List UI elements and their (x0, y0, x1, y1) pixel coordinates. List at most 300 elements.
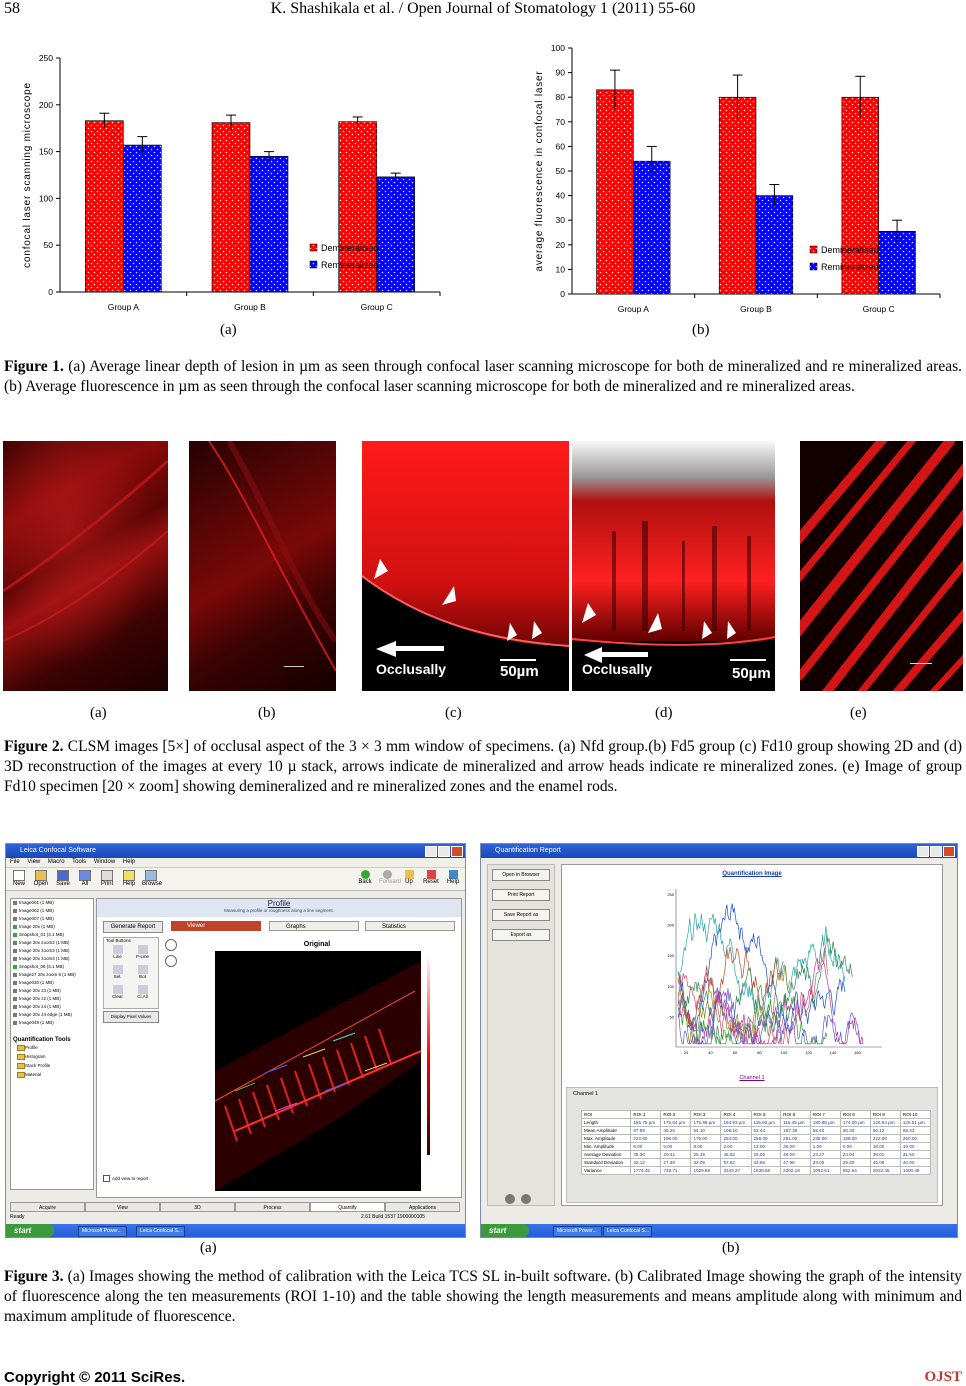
zoom-out-icon[interactable] (165, 955, 177, 967)
toolbar-reset-button[interactable]: Reset (423, 870, 439, 885)
tool-buttons-label: Tool Buttons (106, 938, 131, 943)
y-tick-label: 250 (38, 53, 53, 63)
taskbar-item-power-a[interactable]: Microsoft Power... (78, 1226, 127, 1237)
graph-x-tick-label: 20 (683, 1050, 689, 1055)
leica-menu-bar (6, 858, 465, 868)
figure2-caption-text: CLSM images [5×] of occlusal aspect of the 3 × 3 mm window of specimens. (a) Nfd group.(b) Fd5 group (c) Fd10 group showing 2D and (d) 3D reconstruction of the images at every 10 µ stack, arrows indicate de mineralized and arrow heads indicate re mineralized zones. (e) Image of group Fd10 specimen [20 × zoom] showing demineralized and re mineralized zones and the enamel rods. (4, 738, 963, 795)
file-tree-item[interactable] (11, 1003, 93, 1011)
toolbar-new-button[interactable]: New (10, 870, 28, 887)
y-tick-label: 100 (38, 193, 53, 204)
chart-b-svg (500, 40, 966, 325)
table-cell: 1.00 (810, 1143, 840, 1151)
table-cell: 23.27 (810, 1151, 840, 1159)
table-cell: 194.93 µm (721, 1119, 751, 1127)
table-cell: Average Deviation (582, 1151, 631, 1159)
table-cell: 167.38 (781, 1127, 811, 1135)
report-window-title: Quantification Report (495, 847, 561, 854)
minimize-icon[interactable] (425, 846, 437, 857)
image-file-icon (13, 901, 17, 905)
table-row (582, 1159, 931, 1167)
table-cell: 45.26 (661, 1127, 691, 1135)
graph-x-tick-label: 100 (780, 1050, 788, 1055)
y-tick-label: 0 (560, 289, 565, 299)
image-file-icon (13, 989, 17, 993)
bottom-tab-3d[interactable]: 3D (160, 1202, 235, 1212)
table-row (582, 1127, 931, 1135)
table-cell: 155.75 µm (631, 1119, 661, 1127)
report-side-panel (487, 864, 555, 1206)
tool-clear-button[interactable]: Clear (106, 985, 129, 1003)
profile-title: Profile (267, 899, 291, 908)
legend-label: Demineralised (821, 245, 879, 255)
file-tree-item[interactable] (11, 987, 93, 995)
table-cell: 126.84 µm (870, 1119, 900, 1127)
table-cell: 46.00 (781, 1151, 811, 1159)
leica-window-title: Leica Confocal Software (20, 847, 96, 854)
toolbar-print-button[interactable]: Print (98, 870, 116, 887)
intensity-scale-bar (427, 955, 430, 1155)
figure1-label-b: (b) (692, 322, 710, 338)
figure1-caption-label: Figure 1. (4, 358, 64, 375)
image-file-icon (13, 909, 17, 913)
x-tick-label: Group C (862, 304, 895, 314)
profile-main-area (96, 898, 462, 1198)
table-header-row (582, 1111, 931, 1119)
leica-title-bar (6, 844, 465, 858)
display-pixel-values-button[interactable]: Display Pixel Values (103, 1011, 159, 1023)
bar-remineralized (377, 177, 415, 292)
figure1-chart-b (500, 40, 966, 325)
table-cell: 42.12 (631, 1159, 661, 1167)
maximize-icon[interactable] (438, 846, 450, 857)
file-tree-panel (10, 898, 94, 1190)
table-cell: 69.33 (900, 1127, 930, 1135)
table-cell: 222.00 (870, 1135, 900, 1143)
folder-icon (17, 1054, 25, 1060)
image-file-icon (13, 997, 17, 1001)
minimize-icon-b[interactable] (917, 846, 929, 857)
y-tick-label: 50 (43, 240, 53, 251)
file-tree-label: Image007 (1 MB) (19, 916, 54, 921)
table-cell: 128.51 µm (900, 1119, 930, 1127)
table-title: Channel 1 (573, 1091, 599, 1097)
file-tree-item[interactable] (11, 995, 93, 1003)
table-cell: 3343.27 (721, 1167, 751, 1175)
folder-icon (17, 1045, 25, 1051)
table-row (582, 1167, 931, 1175)
figure2-image-a (3, 441, 168, 691)
image-title: Original (303, 941, 331, 948)
table-cell: 2.00 (721, 1143, 751, 1151)
graph-x-tick-label: 80 (757, 1050, 762, 1055)
table-cell: 1774.45 (631, 1167, 661, 1175)
table-cell: Mean Amplitude (582, 1127, 631, 1135)
table-header-cell: ROI (582, 1111, 631, 1119)
bar-demineralised (597, 90, 634, 294)
start-button-b[interactable]: start (481, 1224, 529, 1237)
figure1-chart-a (0, 40, 480, 325)
taskbar-b (481, 1224, 957, 1237)
file-tree-item[interactable] (11, 939, 93, 947)
maximize-icon-b[interactable] (930, 846, 942, 857)
table-cell: 30.33 (840, 1127, 870, 1135)
graph-title: Quantification Image (722, 871, 782, 877)
figure2-image-c (362, 441, 569, 691)
bar-remineralized (633, 161, 670, 294)
file-tree-label: Image 20x (1 MB) (19, 924, 55, 929)
table-cell: 251.00 (781, 1135, 811, 1143)
table-cell: 175.64 µm (661, 1119, 691, 1127)
image-file-icon (13, 1013, 17, 1017)
figure2-image-b (189, 441, 336, 691)
image-file-icon (13, 925, 17, 929)
save-report-button[interactable]: Save Report as (492, 909, 550, 921)
figure1-caption (4, 357, 962, 397)
table-header-cell: ROI 8 (840, 1111, 870, 1119)
figure2-caption (4, 737, 962, 797)
menu-macro[interactable]: Macro (47, 859, 65, 865)
figure2-label-d: (d) (655, 705, 673, 721)
x-tick-label: Group C (360, 302, 393, 312)
file-tree-label: Image002 (1 MB) (19, 908, 54, 913)
toolbar-open-button[interactable]: Open (32, 870, 50, 887)
legend-swatch (810, 246, 817, 253)
tool-buttons-box (103, 937, 159, 1009)
table-header-cell: ROI 9 (870, 1111, 900, 1119)
menu-tools[interactable]: Tools (72, 859, 87, 865)
figure2-image-d (572, 441, 775, 691)
tool-clear-all-button[interactable]: Cl.All (131, 985, 154, 1003)
close-icon-b[interactable] (943, 846, 955, 857)
table-cell: 47.98 (781, 1159, 811, 1167)
tool-buttons-grid (104, 943, 158, 1005)
table-cell: 29.20 (840, 1159, 870, 1167)
toolbar-left-group (10, 870, 163, 887)
y-tick-label: 40 (555, 190, 565, 201)
table-cell: 852.54 (840, 1167, 870, 1175)
file-tree-item[interactable] (11, 923, 93, 931)
nav-next-icon[interactable] (521, 1194, 531, 1204)
y-tick-label: 50 (555, 166, 565, 176)
table-header-cell: ROI 7 (810, 1111, 840, 1119)
nav-prev-icon[interactable] (505, 1194, 515, 1204)
bottom-tab-applications[interactable]: Applications (385, 1202, 460, 1212)
table-cell: 106.10 (721, 1127, 751, 1135)
bar-remineralized (756, 196, 793, 294)
table-cell: 254.00 (721, 1135, 751, 1143)
legend-swatch (310, 244, 317, 251)
y-tick-label: 0 (48, 287, 53, 297)
file-tree-item[interactable] (11, 931, 93, 939)
table-cell: 54.10 (691, 1127, 721, 1135)
y-axis-label: average fluorescence in confocal laser (534, 70, 545, 272)
figure3-label-a: (a) (200, 1240, 217, 1256)
graph-x-tick-label: 40 (708, 1050, 713, 1055)
file-tree-item[interactable] (11, 947, 93, 955)
table-cell: 40.00 (900, 1159, 930, 1167)
table-cell: 175.98 µm (691, 1119, 721, 1127)
table-cell: 19.00 (900, 1143, 930, 1151)
legend-label: Remineralized (321, 260, 379, 270)
toolbar-all-button[interactable]: All (76, 870, 94, 887)
taskbar-item-leica-b[interactable]: Leica Confocal S... (603, 1226, 652, 1237)
checkbox-icon[interactable] (103, 1175, 110, 1182)
file-tree-item[interactable] (11, 955, 93, 963)
table-cell: Length (582, 1119, 631, 1127)
table-cell: 32.09 (691, 1159, 721, 1167)
toolbar-browse-button[interactable]: Browse (142, 870, 160, 887)
table-cell: 5.00 (661, 1143, 691, 1151)
table-cell: 53.44 (751, 1127, 781, 1135)
table-cell: Max. Amplitude (582, 1135, 631, 1143)
file-tree-label: Image 20x zoom4 (1 MB) (19, 956, 70, 961)
quantification-tool-item[interactable] (11, 1052, 93, 1061)
legend-label: Remineralized (821, 262, 879, 272)
y-tick-label: 200 (38, 99, 53, 110)
table-cell: 45.08 (870, 1159, 900, 1167)
graph-caption: Channel 1 (739, 1075, 765, 1081)
tool-bot-button[interactable]: Bot (131, 965, 154, 983)
export-as-button[interactable]: Export as (492, 929, 550, 941)
file-tree-item[interactable] (11, 979, 93, 987)
figure2-c-direction-label: Occlusally (376, 661, 447, 677)
table-header-cell: ROI 2 (661, 1111, 691, 1119)
tool-label: Stack Profile (25, 1063, 51, 1068)
graph-y-tick-label: 200 (667, 922, 674, 928)
file-tree-label: Image049 (1 MB) (19, 1020, 54, 1025)
x-tick-label: Group A (617, 304, 649, 314)
table-header-cell: ROI 10 (900, 1111, 930, 1119)
table-cell: 13.00 (751, 1143, 781, 1151)
table-cell: 1092.61 (810, 1167, 840, 1175)
taskbar-item-leica-a[interactable]: Leica Confocal S... (136, 1226, 185, 1237)
figure2-d-scale-label: 50µm (732, 665, 771, 682)
running-title: K. Shashikala et al. / Open Journal of Stomatology 1 (2011) 55-60 (270, 0, 696, 17)
graph-x-tick-label: 60 (732, 1050, 738, 1055)
close-icon[interactable] (451, 846, 463, 857)
table-cell: Variance (582, 1167, 631, 1175)
file-tree-label: Image 20x zoom3 (1 MB) (19, 948, 70, 953)
figure3-screenshot-a (5, 843, 466, 1238)
graph-y-tick-label: 250 (667, 892, 674, 897)
image-file-icon (13, 941, 17, 945)
figure2-label-e: (e) (850, 705, 867, 721)
zoom-in-icon[interactable] (165, 939, 177, 951)
bottom-tab-strip (10, 1202, 460, 1212)
bottom-tab-view[interactable]: View (85, 1202, 160, 1212)
file-tree-label: Image030 (1 MB) (19, 980, 54, 985)
x-tick-label: Group B (234, 302, 266, 312)
table-cell: 174.00 µm (840, 1119, 870, 1127)
image-file-icon (13, 917, 17, 921)
file-tree-item[interactable] (11, 963, 93, 971)
y-tick-label: 90 (555, 67, 565, 78)
figure2-c-scale-label: 50µm (500, 663, 539, 680)
image-file-icon (13, 973, 17, 977)
toolbar-help-right-button[interactable]: Help (445, 870, 461, 885)
menu-view[interactable]: View (27, 859, 41, 865)
table-cell: 0.00 (840, 1143, 870, 1151)
toolbar-up-button[interactable]: Up (401, 870, 417, 885)
tool-list (11, 1043, 93, 1079)
y-tick-label: 150 (38, 146, 53, 157)
file-tree-item[interactable] (11, 1019, 93, 1027)
table-cell: 115.93 µm (751, 1119, 781, 1127)
table-cell: 1029.88 (691, 1167, 721, 1175)
roi-table (581, 1110, 931, 1175)
table-cell: 33.05 (810, 1159, 840, 1167)
menu-help[interactable]: Help (122, 859, 136, 865)
toolbar-forward-button[interactable]: Forward (379, 870, 395, 885)
table-cell: Min. Amplitude (582, 1143, 631, 1151)
x-tick-label: Group A (107, 302, 139, 312)
file-tree-label: Image 20x z2 (1 MB) (19, 996, 61, 1001)
table-cell: 175.00 (691, 1135, 721, 1143)
table-cell: 87.88 (631, 1127, 661, 1135)
graph-y-tick-label: 150 (667, 953, 674, 959)
figure2-label-a: (a) (90, 705, 107, 721)
tool-line-button[interactable]: Line (106, 945, 129, 963)
toolbar-right-group (357, 870, 461, 885)
image-file-icon (13, 1021, 17, 1025)
bottom-tab-process[interactable]: Process (235, 1202, 310, 1212)
toolbar-help-button[interactable]: Help (120, 870, 138, 887)
file-tree-label: Snapshot_01 (3.1 MB) (19, 932, 65, 937)
generate-report-button[interactable]: Generate Report (103, 921, 163, 933)
bar-remineralized (123, 145, 161, 292)
tool-label: Histogram (25, 1054, 46, 1059)
table-cell: 31.50 (900, 1151, 930, 1159)
tool-pline-button[interactable]: P-Line (131, 945, 154, 963)
file-list (11, 899, 93, 1027)
table-cell: 58.40 (810, 1127, 840, 1135)
file-tree-label: Image27 20x zoom 8 (1 MB) (19, 972, 76, 977)
figure3-caption-text: (a) Images showing the method of calibration with the Leica TCS SL in-built software. (b) Calibrated Image showing the graph of the intensity of fluorescence along the ten measurements (ROI 1-10) and the table showing the length measurements and means amplitude along with minimum and maximum amplitude of fluorescence. (4, 1268, 963, 1325)
table-cell: 10.00 (870, 1143, 900, 1151)
y-axis-label: confocal laser scanning microscope (22, 82, 33, 268)
image-file-icon (13, 965, 17, 969)
table-header-cell: ROI 4 (721, 1111, 751, 1119)
figure2-label-c: (c) (445, 705, 462, 721)
y-tick-label: 70 (555, 116, 565, 127)
menu-file[interactable]: File (10, 859, 20, 865)
table-cell: 36.00 (781, 1143, 811, 1151)
file-tree-label: Snapshot_08 (3.1 MB) (19, 964, 65, 969)
y-tick-label: 100 (550, 43, 565, 53)
figure2-caption-label: Figure 2. (4, 738, 64, 755)
quantification-tool-item[interactable] (11, 1043, 93, 1052)
table-cell: 42.86 (751, 1159, 781, 1167)
toolbar-save-button[interactable]: Save (54, 870, 72, 887)
table-cell: 6.00 (631, 1143, 661, 1151)
table-row (582, 1135, 931, 1143)
quantification-graph (662, 881, 892, 1061)
toolbar-back-button[interactable]: Back (357, 870, 373, 885)
tab-graphs[interactable]: Graphs (269, 921, 359, 931)
figure2-label-b: (b) (258, 705, 276, 721)
bottom-tab-acquire[interactable]: Acquire (10, 1202, 85, 1212)
file-tree-item[interactable] (11, 899, 93, 907)
table-cell: 115.45 µm (781, 1119, 811, 1127)
legend-label: Demineralised (321, 243, 379, 253)
open-in-browser-button[interactable]: Open in Browser (492, 869, 550, 881)
table-cell: 235.00 (810, 1135, 840, 1143)
table-cell: 27.38 (661, 1159, 691, 1167)
file-tree-label: Image 20x z3 (1 MB) (19, 988, 61, 993)
tab-statistics[interactable]: Statistics (365, 921, 455, 931)
table-cell: 180.88 µm (810, 1119, 840, 1127)
quantification-tool-item[interactable] (11, 1061, 93, 1070)
table-cell: 38.01 (870, 1151, 900, 1159)
profile-header (97, 899, 461, 917)
tool-label: Profile (25, 1045, 38, 1050)
table-cell: 1836.58 (751, 1167, 781, 1175)
bar-remineralized (250, 156, 288, 292)
chart-a-svg (0, 40, 480, 325)
y-tick-label: 10 (555, 264, 565, 275)
table-cell: 1600.48 (900, 1167, 930, 1175)
bar-demineralised (719, 97, 756, 294)
footer-copyright: Copyright © 2011 SciRes. (4, 1369, 186, 1386)
file-tree-label: Image 20x z4 (1 MB) (19, 1004, 61, 1009)
legend-swatch (810, 263, 817, 270)
legend-swatch (310, 261, 317, 268)
file-tree-label: Image 20x zoom2 (1 MB) (19, 940, 70, 945)
file-tree-item[interactable] (11, 907, 93, 915)
image-file-icon (13, 957, 17, 961)
menu-window[interactable]: Window (93, 859, 116, 865)
start-button-a[interactable]: start (6, 1224, 54, 1237)
y-tick-label: 60 (555, 141, 565, 152)
file-tree-item[interactable] (11, 971, 93, 979)
add-view-checkbox[interactable]: Add view to report (103, 1175, 148, 1182)
table-cell: 25.06 (751, 1151, 781, 1159)
tools-header: Quantification Tools (13, 1037, 71, 1043)
table-cell: 2302.18 (781, 1167, 811, 1175)
tool-sel-button[interactable]: Sel. (106, 965, 129, 983)
report-title-bar (481, 844, 957, 858)
table-cell: 24.94 (840, 1151, 870, 1159)
tab-viewer[interactable]: Viewer (171, 921, 261, 931)
bar-demineralised (85, 121, 123, 292)
table-cell: 749.71 (661, 1167, 691, 1175)
figure3-screenshot-b (480, 843, 958, 1238)
file-tree-item[interactable] (11, 915, 93, 923)
bottom-tab-quantify[interactable]: Quantify (310, 1202, 385, 1212)
figure1-label-a: (a) (220, 322, 237, 338)
figure1-caption-text: (a) Average linear depth of lesion in µm as seen through confocal laser scanning microscope for both de mineralized and re mineralized areas. (b) Average fluorescence in µm as seen through the confocal laser scanning microscope for both de mineralized and re mineralized areas. (4, 358, 963, 395)
figure3-caption (4, 1267, 962, 1327)
image-file-icon (13, 933, 17, 937)
graph-x-tick-label: 120 (805, 1050, 812, 1055)
print-report-button[interactable]: Print Report (492, 889, 550, 901)
taskbar-item-power-b[interactable]: Microsoft Power... (553, 1226, 602, 1237)
table-cell: 35.36 (631, 1151, 661, 1159)
image-file-icon (13, 949, 17, 953)
table-header-cell: ROI 3 (691, 1111, 721, 1119)
status-build: 2.61 Build 1537 1900000105 (361, 1214, 425, 1220)
file-tree-item[interactable] (11, 1011, 93, 1019)
report-content (561, 864, 943, 1206)
status-ready: Ready (10, 1214, 25, 1220)
confocal-image (215, 951, 421, 1191)
table-cell: 250.00 (900, 1135, 930, 1143)
quantification-tool-item[interactable] (11, 1070, 93, 1079)
table-cell: 20.41 (661, 1151, 691, 1159)
figure2-d-direction-label: Occlusally (582, 661, 653, 677)
image-file-icon (13, 981, 17, 985)
x-tick-label: Group B (740, 304, 772, 314)
